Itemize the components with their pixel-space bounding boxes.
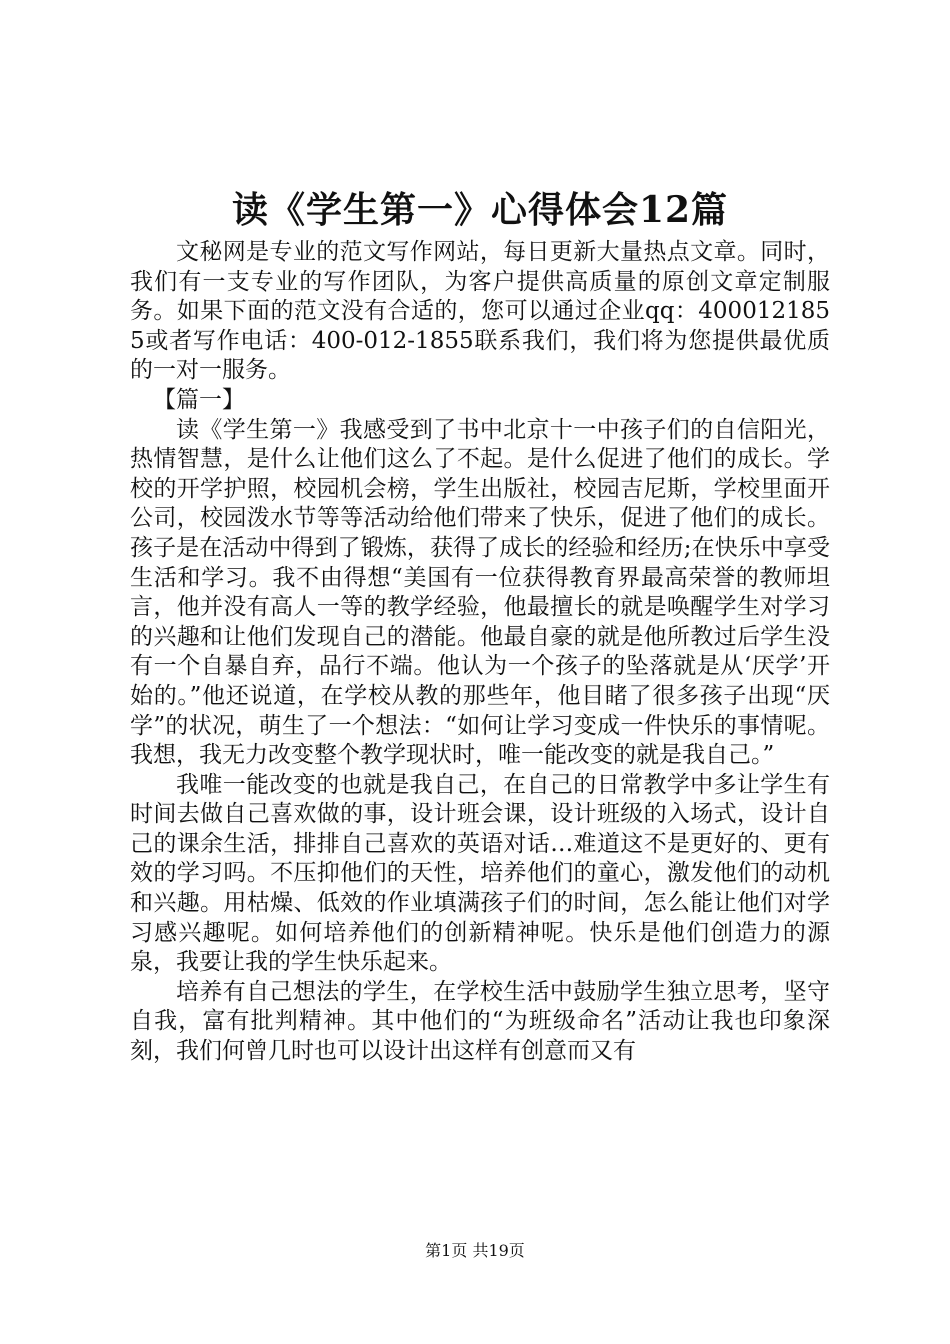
body-paragraph-3: 培养有自己想法的学生，在学校生活中鼓励学生独立思考，坚守自我，富有批判精神。其中他们的“为班级命名”活动让我也印象深刻，我们何曾几时也可以设计出这样有创意而又有	[130, 978, 830, 1065]
document-page	[130, 182, 830, 1067]
document-title: 读《学生第一》心得体会12篇	[231, 189, 729, 231]
page-footer: 第1页 共19页	[425, 1241, 525, 1260]
section-heading: 【篇一】	[153, 386, 245, 413]
body-paragraph-2: 我唯一能改变的也就是我自己，在自己的日常教学中多让学生有时间去做自己喜欢做的事，设计班会课，设计班级的入场式，设计自己的课余生活，排排自己喜欢的英语对话…难道这不是更好的、更有效的学习吗。不压抑他们的天性，培养他们的童心，激发他们的动机和兴趣。用枯燥、低效的作业填满孩子们的时间，怎么能让他们对学习感兴趣呢。如何培养他们的创新精神呢。快乐是他们创造力的源泉，我要让我的学生快乐起来。	[130, 771, 830, 976]
body-paragraph-1: 读《学生第一》我感受到了书中北京十一中孩子们的自信阳光，热情智慧，是什么让他们这么了不起。是什么促进了他们的成长。学校的开学护照，校园机会榜，学生出版社，校园吉尼斯，学校里面开公司，校园泼水节等等活动给他们带来了快乐，促进了他们的成长。孩子是在活动中得到了锻炼，获得了成长的经验和经历;在快乐中享受生活和学习。我不由得想“美国有一位获得教育界最高荣誉的教师坦言，他并没有高人一等的教学经验，他最擅长的就是唤醒学生对学习的兴趣和让他们发现自己的潜能。他最自豪的就是他所教过后学生没有一个自暴自弃，品行不端。他认为一个孩子的坠落就是从‘厌学’开始的。”他还说道，在学校从教的那些年，他目睹了很多孩子出现“厌学”的状况，萌生了一个想法：“如何让学习变成一件快乐的事情呢。我想，我无力改变整个教学现状时，唯一能改变的就是我自己。”	[130, 416, 830, 769]
intro-paragraph: 文秘网是专业的范文写作网站，每日更新大量热点文章。同时，我们有一支专业的写作团队，为客户提供高质量的原创文章定制服务。如果下面的范文没有合适的，您可以通过企业qq：4000121855或者写作电话：400-012-1855联系我们，我们将为您提供最优质的一对一服务。	[130, 239, 830, 384]
